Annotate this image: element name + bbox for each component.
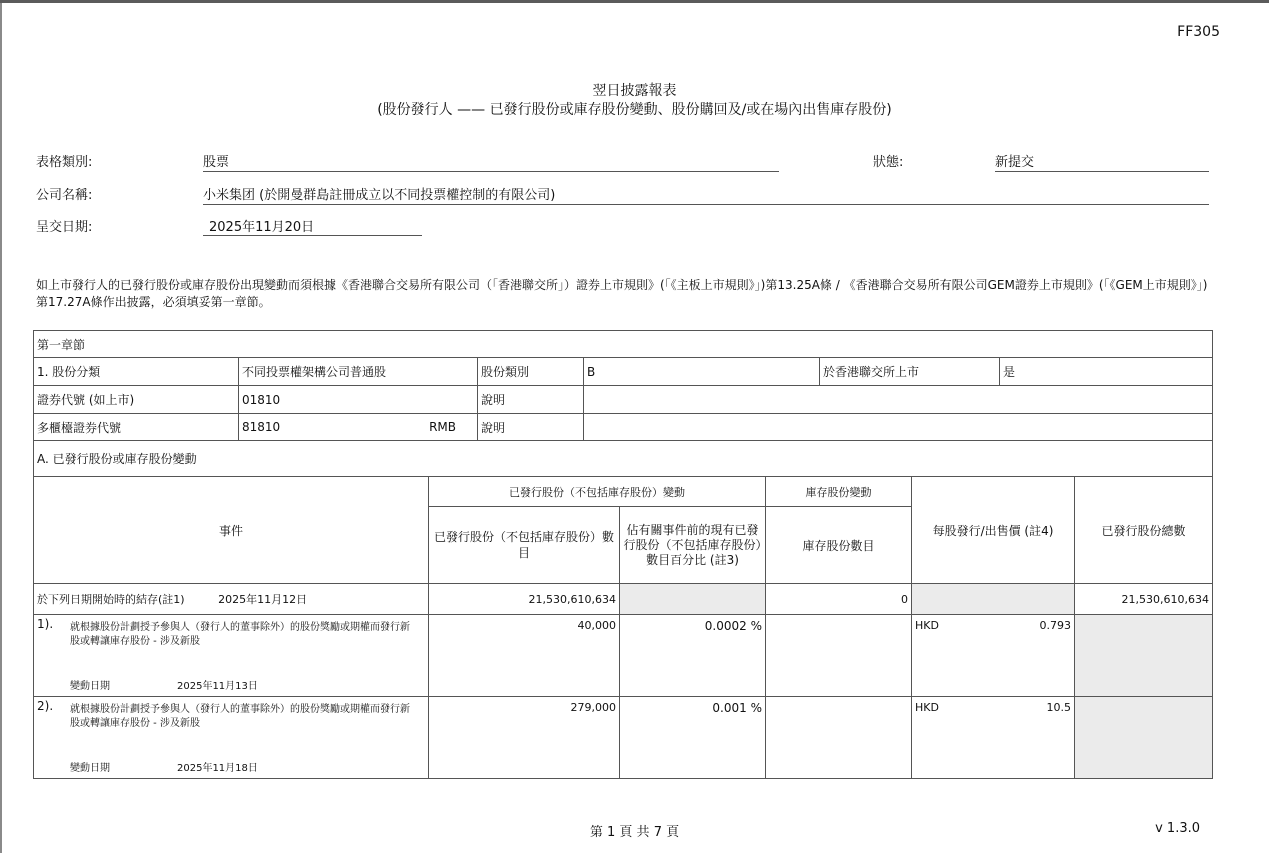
opening-balance-cell [34, 584, 429, 615]
multi-counter-code-label: 多櫃檯證券代號 [34, 414, 239, 441]
share-type-label: 股份類別 [478, 358, 584, 386]
stock-code-value: 01810 [239, 386, 478, 414]
col-header-treasury-count: 庫存股份數目 [766, 507, 912, 584]
description-label-2: 說明 [478, 414, 584, 441]
event-1-description: 就根據股份計劃授予參與人（發行人的董事除外）的股份獎勵或期權而發行新股或轉讓庫存股份 - 涉及新股 [70, 622, 410, 647]
share-movement-table [33, 476, 1213, 779]
opening-treasury: 0 [766, 584, 912, 615]
share-type-value: B [584, 358, 820, 386]
form-version: v 1.3.0 [1155, 821, 1200, 836]
col-header-total: 已發行股份總數 [1075, 477, 1213, 584]
section-1-title: 第一章節 [34, 331, 1213, 358]
window-left-border [0, 3, 2, 853]
event-2-price: 10.5 [1046, 701, 1071, 714]
listed-value: 是 [1000, 358, 1213, 386]
event-1-percentage: 0.0002 % [620, 615, 766, 697]
description-label: 說明 [478, 386, 584, 414]
event-2-total [1075, 697, 1213, 779]
share-class-value: 不同投票權架構公司普通股 [239, 358, 478, 386]
event-2-date: 2025年11月18日 [177, 763, 258, 774]
group-header-treasury: 庫存股份變動 [766, 477, 912, 507]
section-1-table [33, 330, 1213, 477]
description-value [584, 386, 1213, 414]
listed-label: 於香港聯交所上市 [820, 358, 1000, 386]
description-value-2 [584, 414, 1213, 441]
event-1-currency: HKD [915, 619, 939, 632]
col-header-issued-count: 已發行股份（不包括庫存股份）數目 [429, 507, 620, 584]
share-class-label: 1. 股份分類 [34, 358, 239, 386]
section-a-title: A. 已發行股份或庫存股份變動 [34, 441, 1213, 477]
opening-issued: 21,530,610,634 [429, 584, 620, 615]
event-2-number: 2). [37, 699, 54, 713]
event-2-issued: 279,000 [429, 697, 620, 779]
stock-code-label: 證券代號 (如上市) [34, 386, 239, 414]
event-1-number: 1). [37, 617, 54, 631]
multi-counter-code-cell [239, 414, 478, 441]
multi-counter-code-value: 81810 [242, 420, 281, 434]
event-1-treasury [766, 615, 912, 697]
form-subtitle: (股份發行人 —— 已發行股份或庫存股份變動、股份購回及/或在場內出售庫存股份) [377, 102, 892, 118]
form-title: 翌日披露報表 [592, 83, 677, 99]
col-header-event: 事件 [34, 477, 429, 584]
group-header-issued: 已發行股份（不包括庫存股份）變動 [429, 477, 766, 507]
col-header-percentage: 佔有關事件前的現有已發行股份（不包括庫存股份）數目百分比 (註3) [620, 507, 766, 584]
page-number: 第 1 頁 共 7 頁 [589, 825, 680, 840]
event-2-price-cell [912, 697, 1075, 779]
submission-date-value: 2025年11月20日 [203, 216, 422, 236]
opening-balance-label: 於下列日期開始時的結存(註1) [37, 593, 185, 606]
event-1-issued: 40,000 [429, 615, 620, 697]
company-name-value: 小米集团 (於開曼群島註冊成立以不同投票權控制的有限公司) [203, 184, 1209, 205]
form-type-value: 股票 [203, 151, 779, 172]
event-1-total [1075, 615, 1213, 697]
opening-price [912, 584, 1075, 615]
event-2-date-label: 變動日期 [70, 763, 110, 774]
event-1-cell [34, 615, 429, 697]
form-code: FF305 [1177, 24, 1220, 40]
event-2-percentage: 0.001 % [620, 697, 766, 779]
company-name-label: 公司名稱: [36, 188, 93, 203]
col-header-price: 每股發行/出售價 (註4) [912, 477, 1075, 584]
submission-date-label: 呈交日期: [36, 220, 93, 235]
event-1-date-label: 變動日期 [70, 681, 110, 692]
multi-counter-currency: RMB [429, 420, 456, 434]
status-value: 新提交 [995, 151, 1209, 172]
window-top-border [0, 0, 1269, 3]
status-label: 狀態: [873, 155, 904, 170]
intro-paragraph: 如上市發行人的已發行股份或庫存股份出現變動而須根據《香港聯合交易所有限公司（「香港聯交所」）證券上市規則》(「《主板上市規則》」)第13.25A條 / 《香港聯合交易所有限公司GEM證券上市規則》(「《GEM上市規則》」)第17.27A條作出披露，必須填妥第一章節。 [36, 278, 1208, 309]
event-2-description: 就根據股份計劃授予參與人（發行人的董事除外）的股份獎勵或期權而發行新股或轉讓庫存股份 - 涉及新股 [70, 704, 410, 729]
opening-balance-date: 2025年11月12日 [218, 593, 308, 606]
event-2-currency: HKD [915, 701, 939, 714]
event-1-date: 2025年11月13日 [177, 681, 258, 692]
event-2-treasury [766, 697, 912, 779]
opening-percentage [620, 584, 766, 615]
form-type-label: 表格類別: [36, 155, 93, 170]
opening-total: 21,530,610,634 [1075, 584, 1213, 615]
event-1-price-cell [912, 615, 1075, 697]
event-2-cell [34, 697, 429, 779]
event-1-price: 0.793 [1039, 619, 1071, 632]
